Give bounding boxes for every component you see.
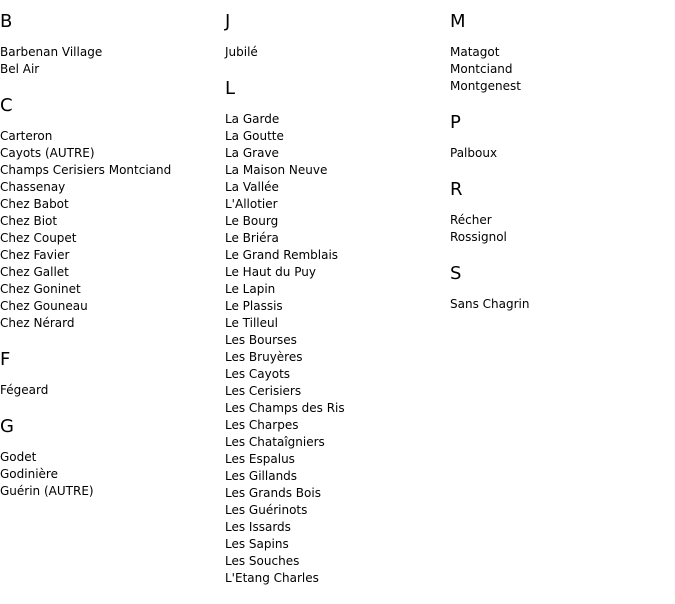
place-list (0, 128, 225, 332)
place-link[interactable]: Chassenay (0, 180, 66, 194)
letter-group (0, 349, 225, 399)
letter-heading: S (450, 263, 462, 284)
place-link[interactable]: Chez Babot (0, 197, 69, 211)
letter-group (225, 78, 450, 587)
place-link[interactable]: Chez Nérard (0, 316, 75, 330)
place-link[interactable]: Cayots (AUTRE) (0, 146, 95, 160)
letter-heading: P (450, 112, 461, 133)
letter-heading: C (0, 95, 13, 116)
place-list (0, 44, 225, 78)
place-list (0, 449, 225, 500)
place-link[interactable]: L'Etang Charles (225, 571, 319, 585)
place-link[interactable]: Fégeard (0, 383, 49, 397)
place-link[interactable]: Les Issards (225, 520, 291, 534)
place-link[interactable]: Chez Gouneau (0, 299, 88, 313)
place-link[interactable]: Chez Gallet (0, 265, 69, 279)
place-link[interactable]: Matagot (450, 45, 500, 59)
letter-group (0, 95, 225, 332)
place-link[interactable]: La Garde (225, 112, 280, 126)
place-link[interactable]: Les Charpes (225, 418, 299, 432)
place-link[interactable]: L'Allotier (225, 197, 278, 211)
place-link[interactable]: Le Briéra (225, 231, 279, 245)
place-link[interactable]: Les Champs des Ris (225, 401, 345, 415)
place-link[interactable]: Guérin (AUTRE) (0, 484, 94, 498)
place-link[interactable]: Carteron (0, 129, 53, 143)
place-link[interactable]: Palboux (450, 146, 498, 160)
letter-group (450, 263, 675, 313)
place-list (450, 145, 675, 162)
letter-heading: M (450, 11, 466, 32)
place-link[interactable]: Montciand (450, 62, 513, 76)
place-list (225, 111, 450, 587)
place-link[interactable]: Les Souches (225, 554, 300, 568)
place-link[interactable]: Le Haut du Puy (225, 265, 316, 279)
place-link[interactable]: La Goutte (225, 129, 284, 143)
place-link[interactable]: Les Cerisiers (225, 384, 302, 398)
index-column-3 (450, 11, 675, 330)
place-link[interactable]: Les Espalus (225, 452, 295, 466)
place-link[interactable]: Les Grands Bois (225, 486, 321, 500)
place-link[interactable]: Le Tilleul (225, 316, 278, 330)
letter-group (225, 11, 450, 61)
place-list (450, 44, 675, 95)
letter-group (0, 11, 225, 78)
place-link[interactable]: Les Bourses (225, 333, 297, 347)
place-link[interactable]: Bel Air (0, 62, 40, 76)
letter-group (450, 179, 675, 246)
place-link[interactable]: Le Bourg (225, 214, 279, 228)
place-link[interactable]: Rossignol (450, 230, 507, 244)
place-link[interactable]: Chez Coupet (0, 231, 77, 245)
place-list (450, 212, 675, 246)
place-link[interactable]: Les Sapins (225, 537, 289, 551)
place-link[interactable]: Champs Cerisiers Montciand (0, 163, 172, 177)
place-list (450, 296, 675, 313)
place-link[interactable]: La Vallée (225, 180, 279, 194)
place-link[interactable]: Les Guérinots (225, 503, 308, 517)
place-link[interactable]: Godet (0, 450, 37, 464)
place-link[interactable]: Jubilé (225, 45, 258, 59)
place-link[interactable]: Le Plassis (225, 299, 283, 313)
place-link[interactable]: Les Chataîgniers (225, 435, 325, 449)
letter-heading: G (0, 416, 14, 437)
letter-group (450, 112, 675, 162)
place-link[interactable]: La Maison Neuve (225, 163, 328, 177)
place-link[interactable]: Godinière (0, 467, 58, 481)
place-link[interactable]: Chez Goninet (0, 282, 81, 296)
place-link[interactable]: Les Gillands (225, 469, 298, 483)
place-link[interactable]: Sans Chagrin (450, 297, 530, 311)
place-link[interactable]: La Grave (225, 146, 279, 160)
letter-heading: F (0, 349, 11, 370)
letter-group (0, 416, 225, 500)
place-list (225, 44, 450, 61)
letter-heading: J (225, 11, 231, 32)
letter-heading: L (225, 78, 236, 99)
place-link[interactable]: Barbenan Village (0, 45, 103, 59)
place-link[interactable]: Montgenest (450, 79, 521, 93)
index-column-1 (0, 11, 225, 517)
place-link[interactable]: Chez Favier (0, 248, 70, 262)
letter-heading: R (450, 179, 463, 200)
place-link[interactable]: Le Lapin (225, 282, 276, 296)
place-link[interactable]: Chez Biot (0, 214, 58, 228)
index-column-2 (225, 11, 450, 604)
letter-group (450, 11, 675, 95)
place-list (0, 382, 225, 399)
place-link[interactable]: Le Grand Remblais (225, 248, 339, 262)
place-link[interactable]: Récher (450, 213, 492, 227)
letter-heading: B (0, 11, 13, 32)
place-link[interactable]: Les Bruyères (225, 350, 303, 364)
place-link[interactable]: Les Cayots (225, 367, 291, 381)
